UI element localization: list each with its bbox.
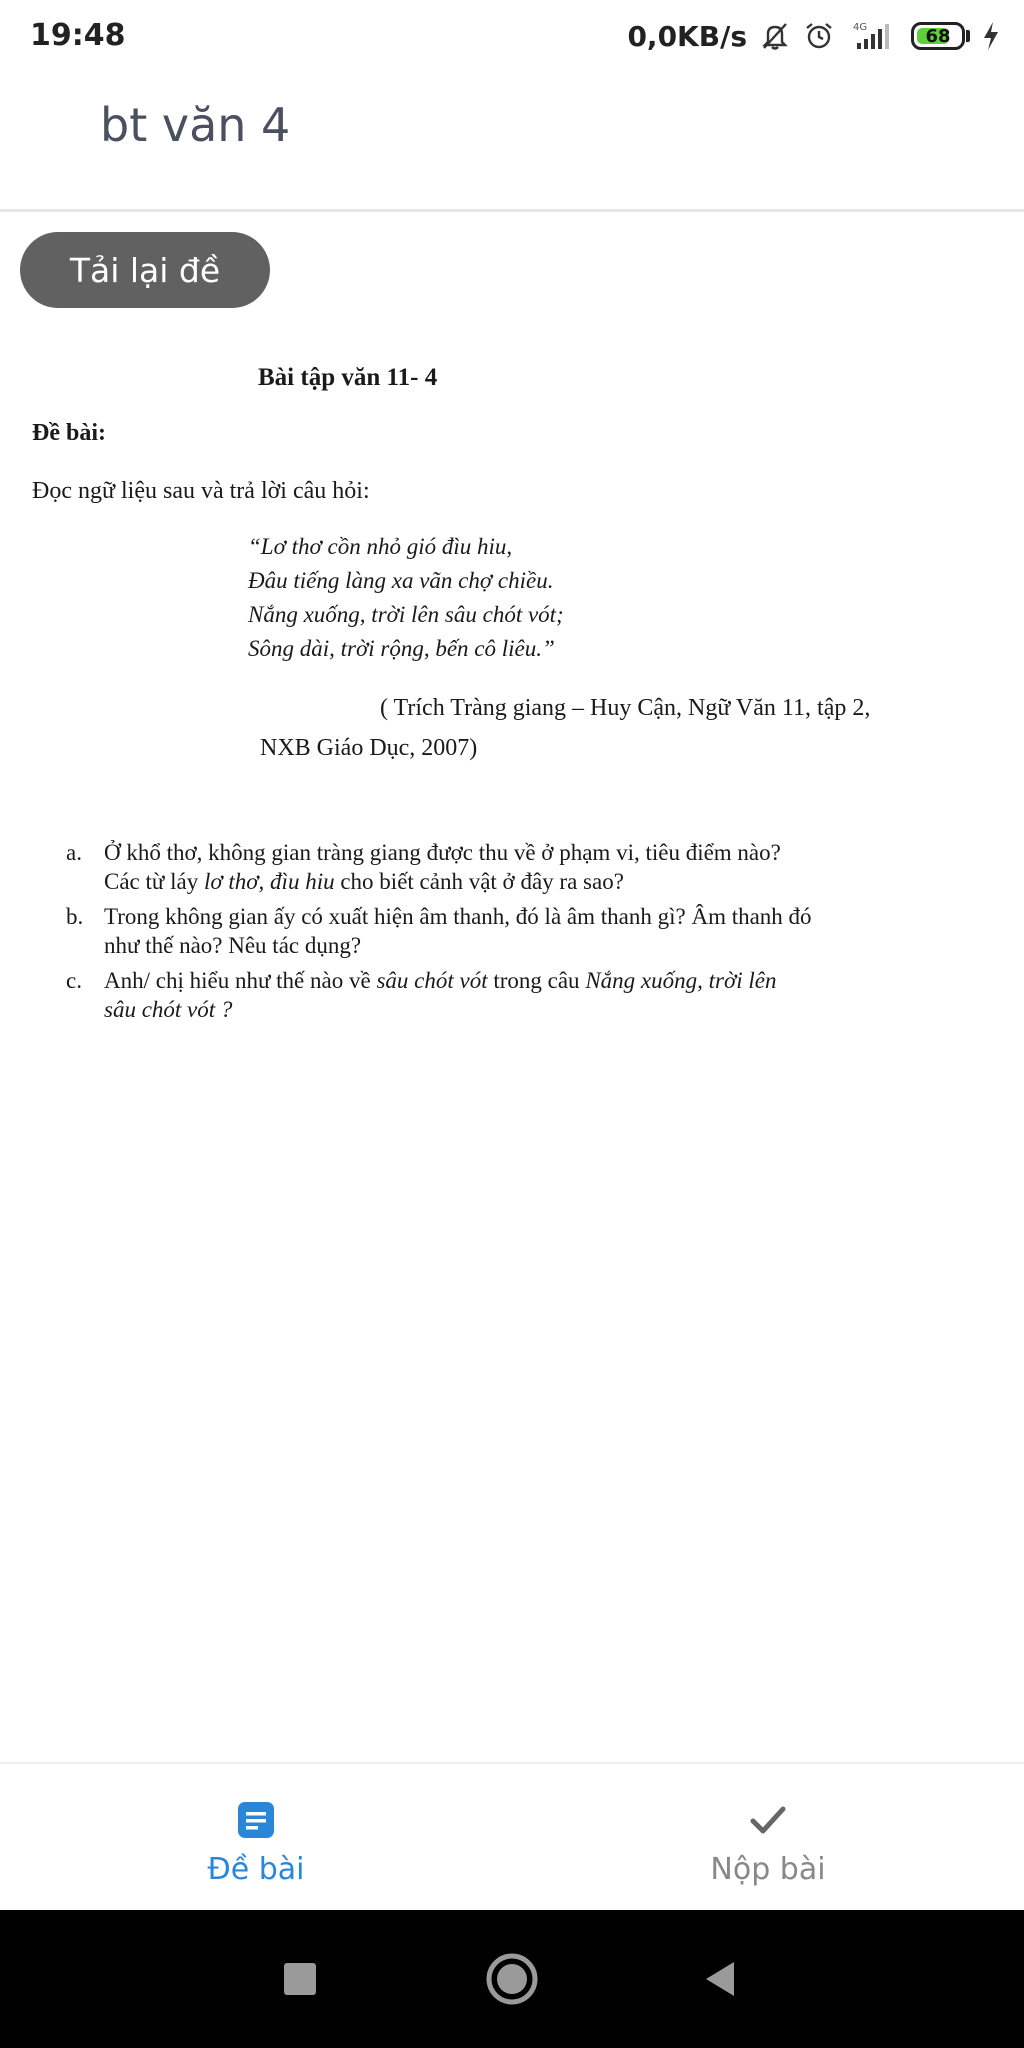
question-item bbox=[66, 838, 976, 896]
back-icon bbox=[702, 1959, 738, 1999]
section-label: Đề bài: bbox=[32, 420, 106, 446]
page-title: bt văn 4 bbox=[100, 98, 291, 152]
question-marker: a. bbox=[66, 840, 82, 865]
poem-line: “Lơ thơ cồn nhỏ gió đìu hiu, bbox=[248, 534, 513, 559]
bottom-nav bbox=[0, 1762, 1024, 1910]
reload-exam-button[interactable]: Tải lại đề bbox=[20, 232, 270, 308]
question-marker: b. bbox=[66, 904, 84, 929]
question-text: Anh/ chị hiểu như thế nào về sâu chót vót trong câu Nắng xuống, trời lên sâu chót vót ? bbox=[104, 968, 777, 1022]
question-text: Ở khổ thơ, không gian tràng giang được thu về ở phạm vi, tiêu điểm nào? Các từ láy lơ thơ, đìu hiu cho biết cảnh vật ở đây ra sao? bbox=[104, 840, 781, 894]
network-speed: 0,0KB/s bbox=[627, 19, 747, 53]
tab-submit-label: Nộp bài bbox=[710, 1852, 826, 1887]
question-list bbox=[66, 838, 976, 1030]
citation-line: ( Trích Tràng giang – Huy Cận, Ngữ Văn 11, tập 2, bbox=[380, 695, 871, 721]
network-type: 4G bbox=[853, 22, 868, 33]
tab-exam[interactable] bbox=[0, 1764, 512, 1912]
poem-line: Đâu tiếng làng xa vãn chợ chiều. bbox=[248, 568, 554, 593]
status-time: 19:48 bbox=[30, 18, 126, 53]
status-icons bbox=[627, 16, 1000, 56]
signal-icon bbox=[847, 19, 899, 53]
back-button[interactable] bbox=[650, 1910, 790, 2048]
alarm-icon bbox=[803, 20, 835, 52]
home-icon bbox=[485, 1952, 539, 2006]
system-nav-bar bbox=[0, 1910, 1024, 2048]
document-icon bbox=[236, 1798, 276, 1842]
mute-bell-icon bbox=[759, 20, 791, 52]
recents-button[interactable] bbox=[230, 1910, 370, 2048]
poem-line: Nắng xuống, trời lên sâu chót vót; bbox=[248, 602, 564, 627]
question-marker: c. bbox=[66, 968, 82, 993]
instruction-text: Đọc ngữ liệu sau và trả lời câu hỏi: bbox=[32, 478, 370, 504]
home-button[interactable] bbox=[442, 1910, 582, 2048]
recents-icon bbox=[282, 1961, 318, 1997]
poem-line: Sông dài, trời rộng, bến cô liêu.” bbox=[248, 636, 555, 661]
citation-line: NXB Giáo Dục, 2007) bbox=[260, 735, 478, 761]
citation bbox=[260, 688, 1000, 768]
checkmark-icon bbox=[749, 1798, 787, 1842]
question-text: Trong không gian ấy có xuất hiện âm thanh, đó là âm thanh gì? Âm thanh đó như thế nào? Nêu tác dụng? bbox=[104, 904, 812, 958]
question-item bbox=[66, 966, 976, 1024]
app-header bbox=[0, 72, 1024, 212]
document-title: Bài tập văn 11- 4 bbox=[258, 364, 438, 391]
tab-exam-label: Đề bài bbox=[207, 1852, 305, 1887]
question-item bbox=[66, 902, 976, 960]
status-bar bbox=[0, 0, 1024, 72]
battery-level: 68 bbox=[925, 25, 951, 47]
poem-excerpt bbox=[248, 530, 564, 666]
charging-icon bbox=[982, 21, 1000, 51]
tab-submit[interactable] bbox=[512, 1764, 1024, 1912]
battery-icon bbox=[911, 22, 970, 50]
